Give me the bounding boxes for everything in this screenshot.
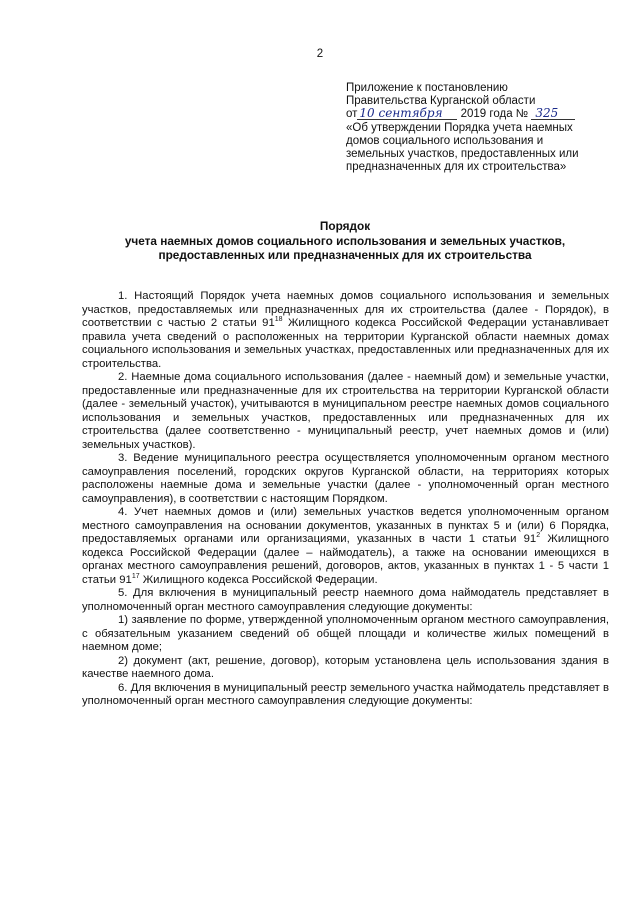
paragraph-5: 5. Для включения в муниципальный реестр наемного дома наймодатель представляет в уполномоченный орган местного самоуправления следующие документы: xyxy=(82,587,609,613)
appendix-line-4: «Об утверждении Порядка учета наемных xyxy=(346,121,573,134)
appendix-block xyxy=(346,82,616,174)
title-line-2: учета наемных домов социального использования и земельных участков, xyxy=(124,233,566,248)
paragraph-3: 3. Ведение муниципального реестра осуществляется уполномоченным органом местного самоуправления поселений, городских округов Курганской области, на территориях которых расположены наемные дома и земельные участки (далее - уполномоченный орган местного самоуправления), в соответствии с настоящим Порядком. xyxy=(82,452,609,505)
paragraph-1 xyxy=(82,290,609,371)
title-line-3: предоставленных или предназначенных для их строительства xyxy=(158,248,532,262)
document-body xyxy=(82,290,609,709)
paragraph-4-sup-2: 17 xyxy=(131,572,140,580)
paragraph-1-sup: 18 xyxy=(274,316,283,324)
paragraph-2: 2. Наемные дома социального использования (далее - наемный дом) и земельные участки, предоставленные или предназначенные для их строительства на территории Курганской области (далее - земельный участок), учитываются в муниципальном реестре наемных домов социального использования и земельных участков, предоставленных или предназначенных для их строительства (далее соответственно - муниципальный реестр, учет наемных домов и (или) земельных участков). xyxy=(82,371,609,451)
paragraph-4-text-c: Жилищного кодекса Российской Федерации. xyxy=(139,573,378,586)
appendix-line-1: Приложение к постановлению xyxy=(346,82,508,94)
page-number: 2 xyxy=(316,48,324,60)
paragraph-4-sup-1: 2 xyxy=(536,532,541,540)
appendix-line-7: предназначенных для их строительства» xyxy=(346,161,567,174)
appendix-from-prefix: от xyxy=(346,108,358,121)
handwritten-number: 325 xyxy=(531,108,575,120)
handwritten-date: 10 сентября xyxy=(357,108,457,120)
appendix-line-5: домов социального использования и xyxy=(346,134,544,147)
appendix-date-line xyxy=(346,108,616,121)
paragraph-5-item-2: 2) документ (акт, решение, договор), которым установлена цель использования здания в качестве наемного дома. xyxy=(82,654,609,680)
paragraph-5-item-1: 1) заявление по форме, утвержденной уполномоченным органом местного самоуправления, с обязательным указанием сведений об общей площади и количестве жилых помещений в наемном доме; xyxy=(82,614,609,653)
title-line-1: Порядок xyxy=(319,219,371,233)
paragraph-1-text-b: Жилищного кодекса Российской Федерации устанавливает правила учета сведений о расположенных на территории Курганской области наемных домах социального использования и земельных участках, предоставленных или предназначенных для их строительства. xyxy=(82,317,609,370)
paragraph-4 xyxy=(82,506,609,587)
paragraph-4-text-a: 4. Учет наемных домов и (или) земельных участков ведется уполномоченным органом местного самоуправления на основании документов, указанных в пунктах 5 и (или) 6 Порядка, предоставляемых органами или организациями, указанных в части 1 статьи 91 xyxy=(82,506,609,545)
paragraph-1-text-a: 1. Настоящий Порядок учета наемных домов социального использования и земельных участков, предоставляемых или предназначенных для их строительства (далее - Порядок), в соответствии с частью 2 статьи 91 xyxy=(82,290,609,329)
paragraph-6: 6. Для включения в муниципальный реестр земельного участка наймодатель представляет в уполномоченный орган местного самоуправления следующие документы: xyxy=(82,681,609,707)
paragraph-4-text-b: Жилищного кодекса Российской Федерации (далее – наймодатель), а также на основании имеющихся в органах местного самоуправления решений, договоров, актов, указанных в пунктах 1 - 5 части 1 статьи 91 xyxy=(82,533,609,586)
appendix-line-2: Правительства Курганской области xyxy=(346,95,536,108)
document-title xyxy=(70,219,620,263)
appendix-line-6: земельных участков, предоставленных или xyxy=(346,148,579,161)
appendix-year-text: 2019 года № xyxy=(460,108,529,121)
